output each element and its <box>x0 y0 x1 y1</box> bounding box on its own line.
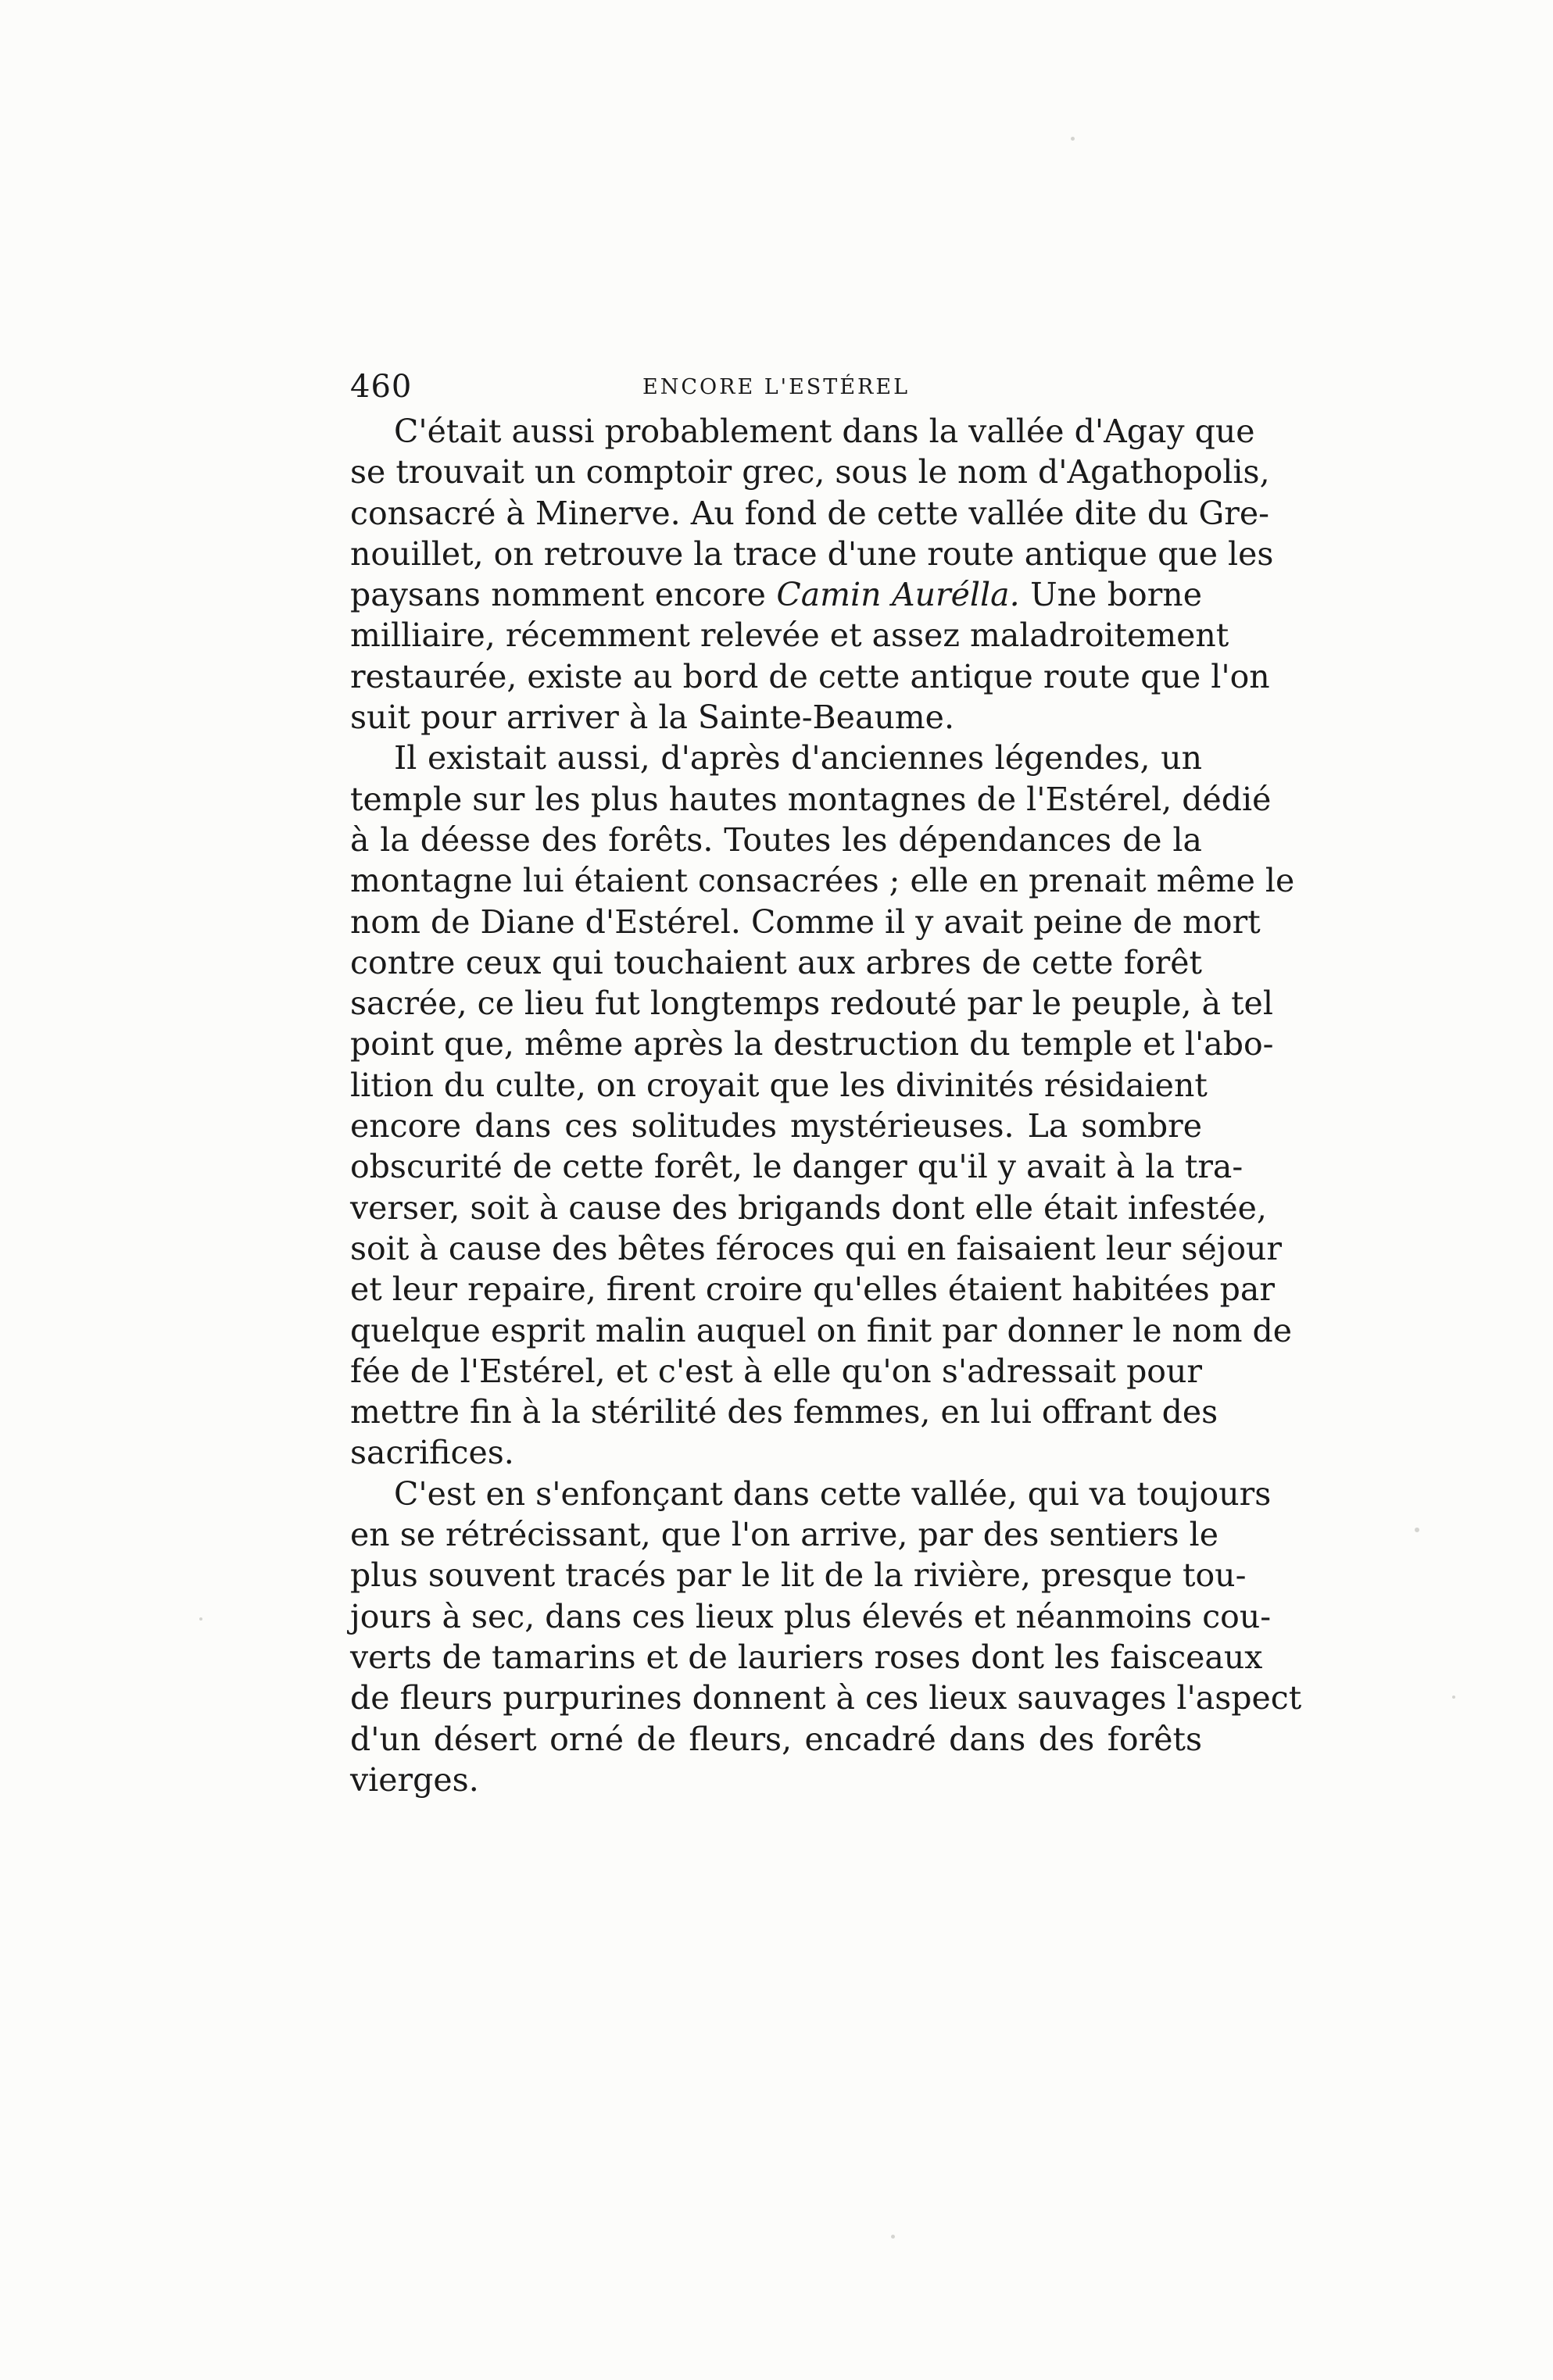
text-line: consacré à Minerve. Au fond de cette vallée dite du Gre- <box>350 494 1270 532</box>
running-head: ENCORE L'ESTÉREL <box>642 375 910 399</box>
text-line: fée de l'Estérel, et c'est à elle qu'on s'adressait pour <box>350 1352 1202 1390</box>
text-line: suit pour arriver à la Sainte-Beaume. <box>350 699 954 737</box>
text-line: contre ceux qui touchaient aux arbres de cette forêt <box>350 943 1202 981</box>
text-line: montagne lui étaient consacrées ; elle en prenait même le <box>350 862 1295 900</box>
text-line: en se rétrécissant, que l'on arrive, par des sentiers le <box>350 1516 1219 1554</box>
text-line: plus souvent tracés par le lit de la rivière, presque tou- <box>350 1556 1247 1595</box>
paragraph <box>350 738 1295 1473</box>
paper-speck <box>1452 1696 1455 1699</box>
text-line: temple sur les plus hautes montagnes de l'Estérel, dédié <box>350 780 1272 818</box>
text-line: vierges. <box>350 1760 479 1799</box>
paper-speck <box>1071 137 1075 141</box>
text-line: paysans nomment encore Camin Aurélla. Une borne <box>350 576 1202 614</box>
text-line: lition du culte, on croyait que les divinités résidaient <box>350 1066 1208 1104</box>
text-line: de fleurs purpurines donnent à ces lieux sauvages l'aspect <box>350 1679 1302 1717</box>
text-line: encore dans ces solitudes mystérieuses. La sombre <box>350 1107 1202 1145</box>
page-header <box>350 367 1202 406</box>
text-line: verts de tamarins et de lauriers roses dont les faisceaux <box>350 1638 1263 1676</box>
text-line: milliaire, récemment relevée et assez maladroitement <box>350 616 1229 655</box>
text-line: C'était aussi probablement dans la vallée d'Agay que <box>394 413 1255 450</box>
text-line: nouillet, on retrouve la trace d'une route antique que les <box>350 534 1274 573</box>
text-line: verser, soit à cause des brigands dont elle était infestée, <box>350 1188 1267 1227</box>
text-line: obscurité de cette forêt, le danger qu'il y avait à la tra- <box>350 1148 1243 1186</box>
text-line: et leur repaire, firent croire qu'elles étaient habitées par <box>350 1270 1275 1309</box>
body-text <box>350 411 1302 1800</box>
paper-speck <box>891 2235 895 2239</box>
text-line: jours à sec, dans ces lieux plus élevés et néanmoins cou- <box>350 1597 1272 1635</box>
text-line: d'un désert orné de fleurs, encadré dans des forêts <box>350 1720 1202 1758</box>
text-line: sacrifices. <box>350 1434 514 1472</box>
text-line: sacrée, ce lieu fut longtemps redouté par le peuple, à tel <box>350 985 1273 1023</box>
paper-speck <box>1415 1528 1419 1532</box>
text-line: quelque esprit malin auquel on finit par donner le nom de <box>350 1311 1293 1349</box>
paragraph <box>350 411 1274 738</box>
text-line: C'est en s'enfonçant dans cette vallée, qui va toujours <box>394 1474 1272 1513</box>
text-line: soit à cause des bêtes féroces qui en faisaient leur séjour <box>350 1229 1283 1267</box>
text-line: Il existait aussi, d'après d'anciennes légendes, un <box>394 739 1202 777</box>
text-line: nom de Diane d'Estérel. Comme il y avait peine de mort <box>350 902 1261 941</box>
paragraph <box>350 1474 1302 1800</box>
text-line: restaurée, existe au bord de cette antique route que l'on <box>350 657 1270 695</box>
text-line: point que, même après la destruction du temple et l'abo- <box>350 1025 1274 1063</box>
text-line: se trouvait un comptoir grec, sous le nom d'Agathopolis, <box>350 453 1270 491</box>
paper-speck <box>199 1617 202 1621</box>
page-number: 460 <box>350 369 413 405</box>
text-line: à la déesse des forêts. Toutes les dépendances de la <box>350 820 1202 859</box>
text-line: mettre fin à la stérilité des femmes, en lui offrant des <box>350 1393 1218 1431</box>
